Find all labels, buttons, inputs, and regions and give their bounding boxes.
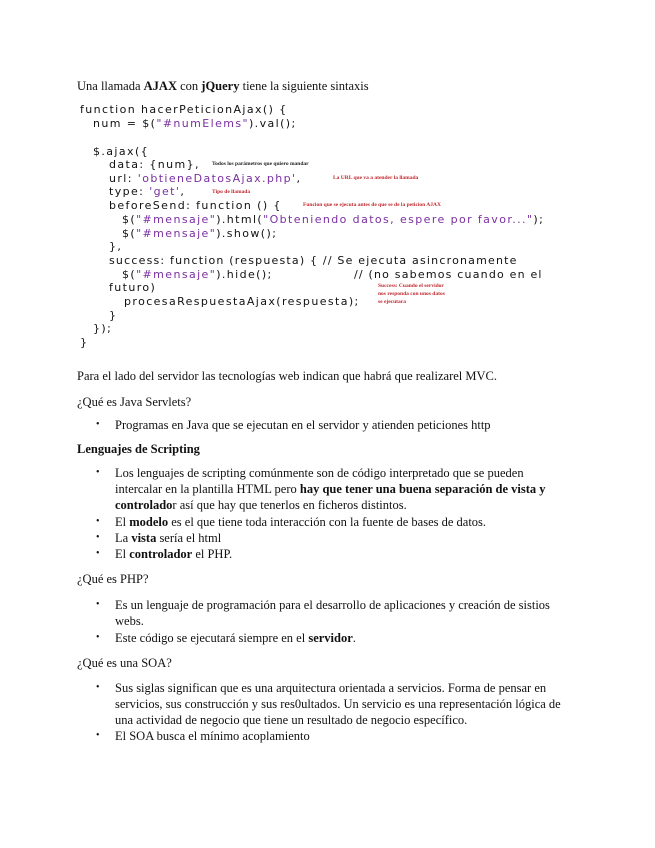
code-line: success: function (respuesta) { // Se ejecuta asincronamente bbox=[109, 254, 518, 267]
code-line: num = $("#numElems").val(); bbox=[93, 117, 297, 130]
list-item: Sus siglas significan que es una arquitectura orientada a servicios. Forma de pensar en servicios, sus construcción y sus res0ultados. Un servicio es una representación lógica de una actividad de negocio que tiene un resultado de negocio específico. bbox=[115, 681, 561, 727]
bullet: • bbox=[96, 632, 100, 643]
annotation-url: La URL que va a atender la llamada bbox=[333, 175, 419, 181]
code-line: $("#mensaje").hide(); bbox=[122, 268, 273, 281]
annotation-beforesend: Funcion que se ejecuta antes de que se de la peticion AJAX bbox=[303, 202, 441, 208]
list-item: El modelo es el que tiene toda interacción con la fuente de bases de datos. bbox=[115, 515, 487, 529]
code-line: data: {num}, bbox=[109, 158, 200, 171]
code-line: } bbox=[80, 336, 89, 349]
bullet: • bbox=[96, 532, 100, 543]
annotation-type: Tipo de llamada bbox=[212, 189, 251, 195]
bullet: • bbox=[96, 730, 100, 741]
intro-bold-jquery: jQuery bbox=[201, 79, 240, 93]
code-line: } bbox=[109, 309, 118, 322]
code-line: function hacerPeticionAjax() { bbox=[80, 103, 288, 116]
code-line: }, bbox=[109, 240, 123, 253]
bullet: • bbox=[96, 516, 100, 527]
annotation-success: se ejecutara bbox=[378, 299, 406, 305]
list-item: El controlador el PHP. bbox=[115, 547, 233, 561]
code-snippet-image bbox=[0, 0, 655, 360]
code-line: $("#mensaje").html("Obteniendo datos, espere por favor..."); bbox=[122, 213, 545, 226]
code-line: type: 'get', bbox=[109, 185, 186, 198]
code-line: $("#mensaje").show(); bbox=[122, 227, 278, 240]
list-item: El SOA busca el mínimo acoplamiento bbox=[115, 729, 310, 743]
intro-bold-ajax: AJAX bbox=[143, 79, 177, 93]
intro-text: con bbox=[176, 79, 202, 93]
code-line: url: 'obtieneDatosAjax.php', bbox=[109, 172, 302, 185]
question-servlets: ¿Qué es Java Servlets? bbox=[77, 395, 192, 409]
server-paragraph: Para el lado del servidor las tecnologías web indican que habrá que realizarel MVC. bbox=[77, 369, 497, 383]
bullet: • bbox=[96, 682, 100, 693]
bullet: • bbox=[96, 548, 100, 559]
annotation-data: Todos los parámetros que quiero mandar bbox=[212, 161, 309, 167]
intro-text: Una llamada bbox=[77, 79, 144, 93]
annotation-success: nos responda con unos datos bbox=[378, 291, 445, 297]
code-line: beforeSend: function () { bbox=[109, 199, 282, 212]
list-item: Los lenguajes de scripting comúnmente son de código interpretado que se pueden intercalar en la plantilla HTML pero hay que tener una buena separación de vista y controlador así que hay que tenerlos en ficheros distintos. bbox=[115, 466, 546, 512]
bullet: • bbox=[96, 419, 100, 430]
list-item: Es un lenguaje de programación para el desarrollo de aplicaciones y creación de sistios webs. bbox=[115, 598, 550, 628]
question-php: ¿Qué es PHP? bbox=[77, 572, 149, 586]
list-item: La vista sería el html bbox=[115, 531, 222, 545]
code-line: $.ajax({ bbox=[93, 145, 150, 158]
list-item: Programas en Java que se ejecutan en el servidor y atienden peticiones http bbox=[115, 418, 491, 432]
code-line: procesaRespuestaAjax(respuesta); bbox=[124, 295, 360, 308]
bullet: • bbox=[96, 467, 100, 478]
question-soa: ¿Qué es una SOA? bbox=[77, 656, 172, 670]
code-line: }); bbox=[93, 322, 113, 335]
code-line: futuro) bbox=[109, 281, 157, 294]
code-line: // (no sabemos cuando en el bbox=[354, 268, 543, 281]
heading-scripting: Lenguajes de Scripting bbox=[77, 442, 200, 456]
list-item: Este código se ejecutará siempre en el servidor. bbox=[115, 631, 356, 645]
annotation-success: Success: Cuando el servidor bbox=[378, 283, 444, 289]
bullet: • bbox=[96, 599, 100, 610]
intro-text: tiene la siguiente sintaxis bbox=[239, 79, 369, 93]
